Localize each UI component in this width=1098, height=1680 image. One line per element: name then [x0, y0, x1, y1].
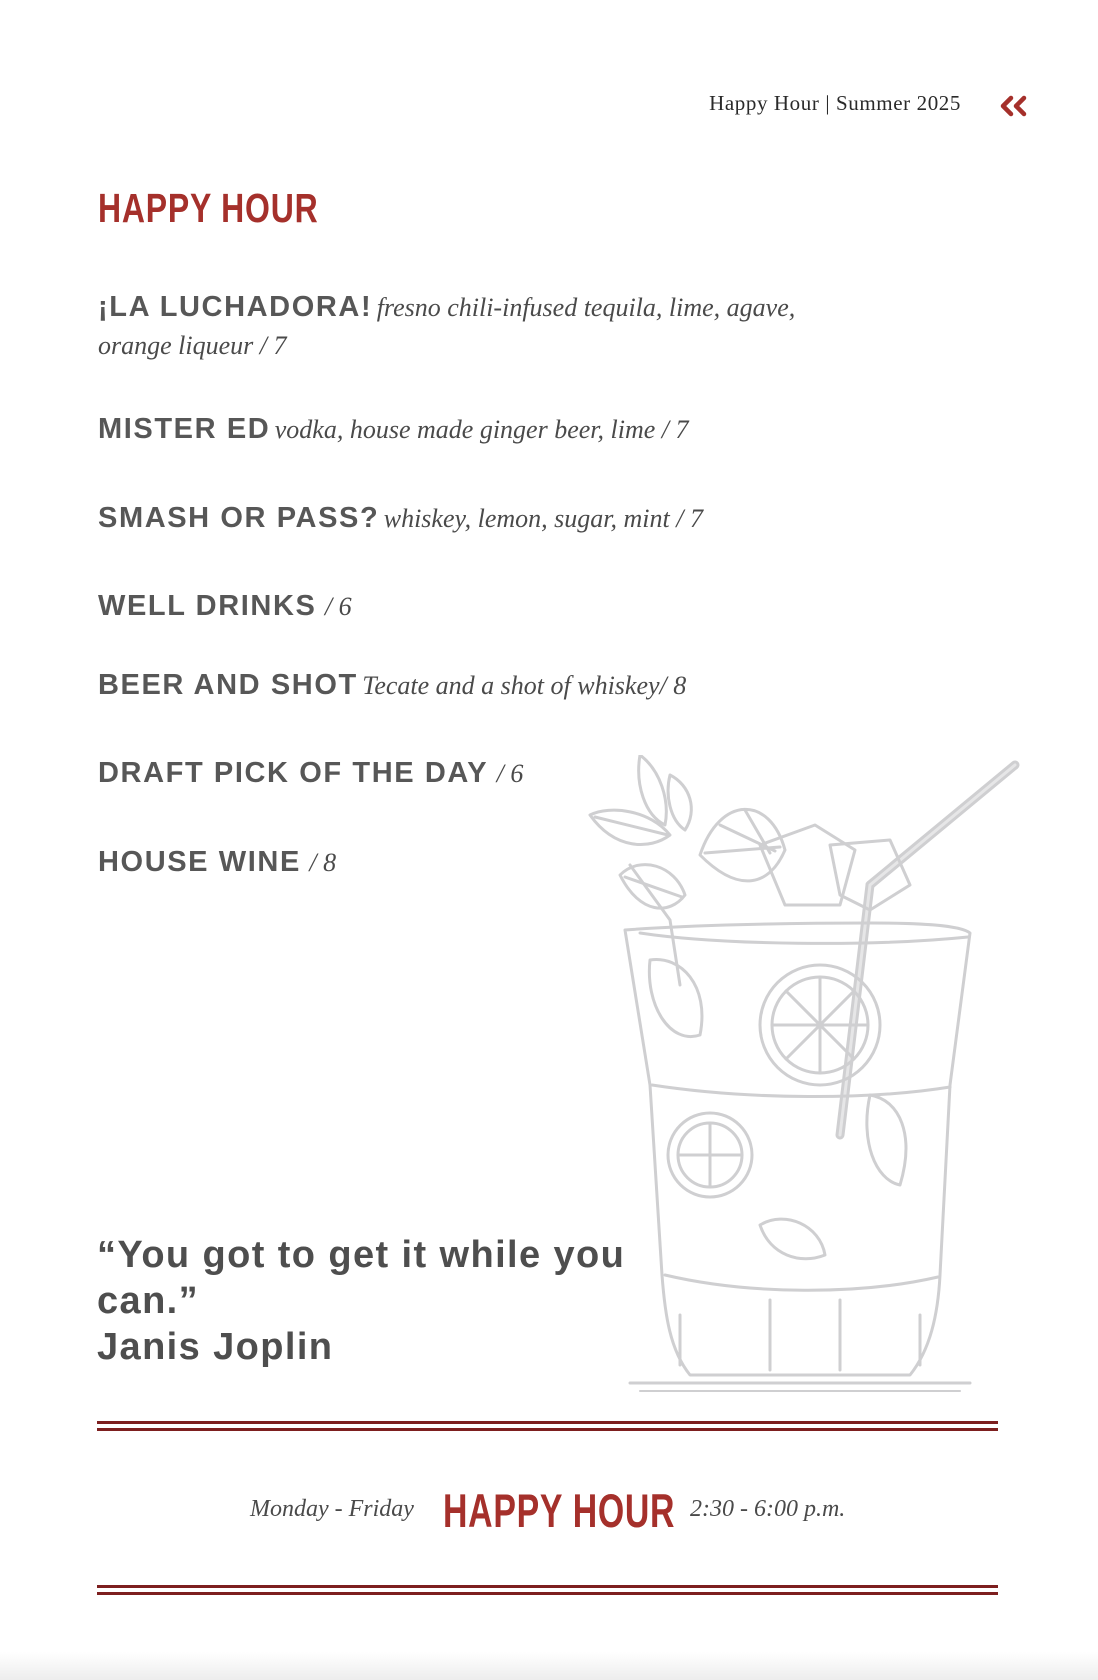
- item-name: DRAFT PICK OF THE DAY: [98, 757, 489, 789]
- item-name: WELL DRINKS: [98, 590, 317, 622]
- menu-item-well-drinks: [98, 589, 858, 628]
- footer-time: 2:30 - 6:00 p.m.: [690, 1496, 846, 1522]
- page-edge-shadow: [0, 1652, 1098, 1680]
- quote-text: “You got to get it while you can.”: [97, 1234, 626, 1322]
- footer-days: Monday - Friday: [250, 1496, 414, 1522]
- footer-title: HAPPY HOUR: [443, 1484, 676, 1537]
- menu-item-beer-and-shot: [98, 668, 858, 707]
- item-name: ¡LA LUCHADORA!: [98, 291, 373, 323]
- item-name: BEER AND SHOT: [98, 669, 358, 701]
- menu-item-mister-ed: [98, 412, 858, 451]
- item-name: SMASH OR PASS?: [98, 502, 380, 534]
- item-price: / 8: [309, 848, 337, 877]
- item-description: fresno chili-infused tequila, lime, agave, orange liqueur / 7: [98, 293, 796, 360]
- item-name: HOUSE WINE: [98, 846, 301, 878]
- quote-block: [97, 1232, 717, 1370]
- menu-item-smash-or-pass: [98, 501, 858, 540]
- item-description: whiskey, lemon, sugar, mint / 7: [383, 504, 703, 533]
- menu-item-la-luchadora: [98, 290, 858, 367]
- item-name: MISTER ED: [98, 413, 271, 445]
- section-title: HAPPY HOUR: [98, 185, 319, 231]
- item-price: / 6: [496, 759, 524, 788]
- item-description: Tecate and a shot of whiskey/ 8: [362, 671, 687, 700]
- page-header: Happy Hour | Summer 2025: [709, 91, 961, 115]
- item-description: vodka, house made ginger beer, lime / 7: [274, 415, 689, 444]
- quote-author: Janis Joplin: [97, 1326, 334, 1368]
- double-chevron-left-icon[interactable]: [998, 95, 1030, 117]
- item-price: / 6: [324, 592, 352, 621]
